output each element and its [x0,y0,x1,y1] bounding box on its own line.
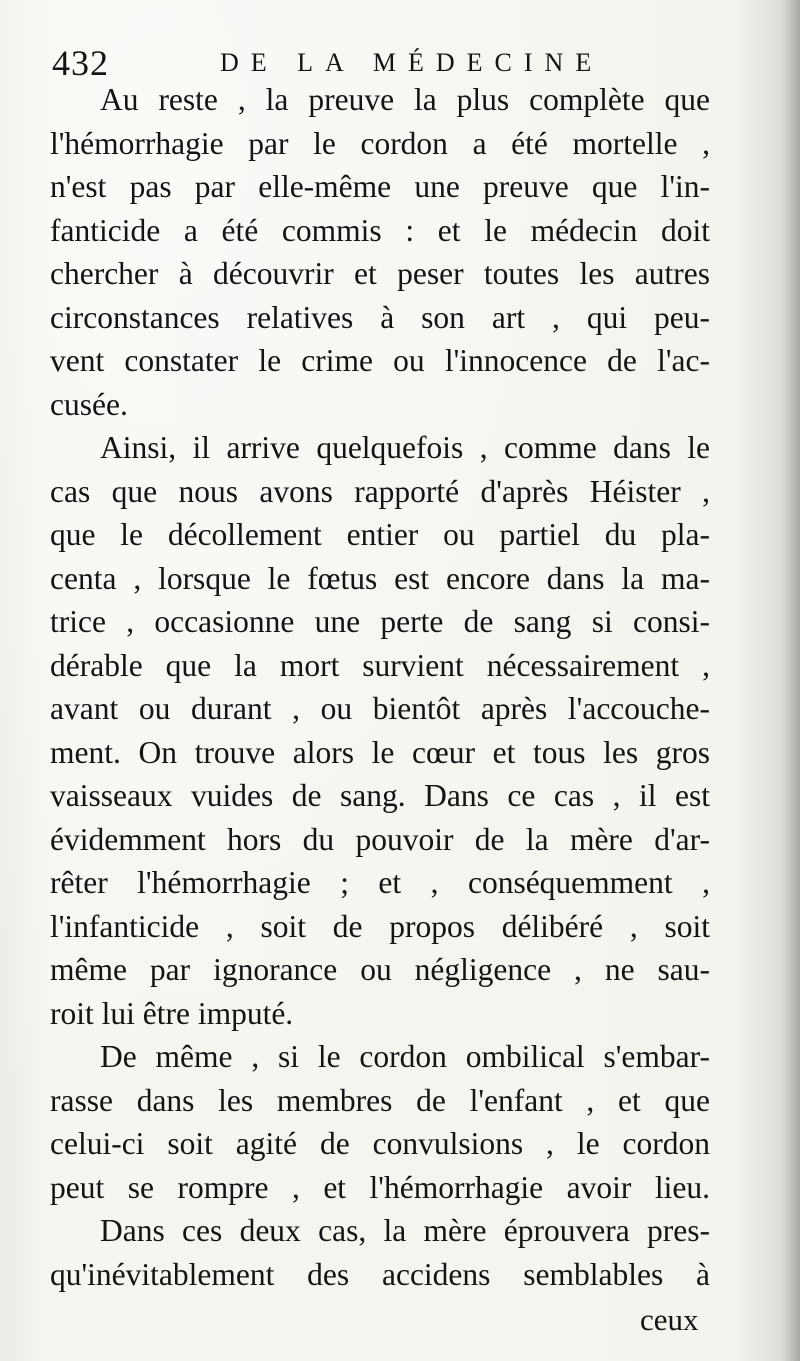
text-line: trice , occasionne une perte de sang si consi- [50,604,710,639]
text-line: centa , lorsque le fœtus est encore dans la ma- [50,560,710,596]
page-edge-shadow [782,0,800,1361]
text-line: ment. On trouve alors le cœur et tous les gros [50,734,710,770]
text-line: Ainsi, il arrive quelquefois , comme dans le [100,430,710,465]
text-line: chercher à découvrir et peser toutes les autres [50,256,710,291]
text-line: rasse dans les membres de l'enfant , et que [50,1082,710,1118]
text-line: fanticide a été commis : et le médecin doit [50,212,710,248]
text-line: vent constater le crime ou l'innocence de l'ac- [50,343,710,378]
body-text [50,78,710,1296]
text-line: même par ignorance ou négligence , ne sau- [50,952,710,987]
text-line: cas que nous avons rapporté d'après Héister , [50,473,710,509]
text-line: celui-ci soit agité de convulsions , le cordon [50,1126,710,1161]
text-line: De même , si le cordon ombilical s'embar- [100,1039,710,1074]
text-line: évidemment hors du pouvoir de la mère d'ar- [50,821,710,857]
text-line: roit lui être imputé. [50,995,294,1031]
text-line: Au reste , la preuve la plus complète que [100,82,710,117]
text-line: peut se rompre , et l'hémorrhagie avoir lieu. [50,1169,710,1205]
text-line: Dans ces deux cas, la mère éprouvera pres- [100,1213,710,1248]
text-line: avant ou durant , ou bientôt après l'accouche- [50,691,710,726]
text-line: cusée. [50,386,128,422]
text-line: que le décollement entier ou partiel du pla- [50,517,710,552]
page-number: 432 [52,43,109,83]
text-line: vaisseaux vuides de sang. Dans ce cas , il est [50,778,710,813]
catchword: ceux [640,1302,699,1337]
text-line: n'est pas par elle-même une preuve que l'in- [50,169,710,204]
running-head [52,42,732,82]
text-line: circonstances relatives à son art , qui peu- [50,299,710,335]
running-title: DE LA MÉDECINE [220,48,604,77]
text-line: qu'inévitablement des accidens semblables à [50,1256,710,1292]
text-line: l'hémorrhagie par le cordon a été mortelle , [50,125,710,161]
text-line: dérable que la mort survient nécessairement , [50,647,710,683]
text-line: l'infanticide , soit de propos délibéré , soit [50,908,710,944]
text-line: rêter l'hémorrhagie ; et , conséquemment , [50,865,710,900]
